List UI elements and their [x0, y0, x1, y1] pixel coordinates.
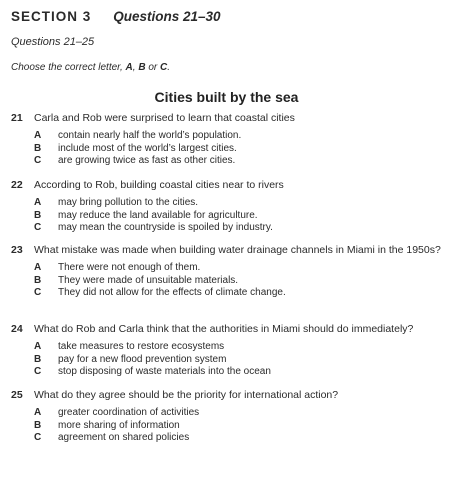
- option-letter: A: [34, 262, 42, 273]
- question-text: What do they agree should be the priority for international action?: [34, 389, 339, 401]
- option-letter: C: [34, 155, 42, 166]
- option-letter: B: [34, 274, 42, 286]
- section-header: [11, 8, 221, 26]
- option-b[interactable]: [11, 420, 441, 433]
- option-b[interactable]: [11, 354, 441, 367]
- question-25: [11, 389, 441, 445]
- option-letter: C: [34, 432, 42, 443]
- question-number: 24: [11, 323, 23, 335]
- option-a[interactable]: [11, 262, 441, 275]
- option-a[interactable]: [11, 407, 441, 420]
- option-text: more sharing of information: [58, 419, 180, 431]
- option-text: greater coordination of activities: [58, 407, 200, 418]
- option-text: pay for a new flood prevention system: [58, 353, 227, 365]
- question-number: 21: [11, 112, 23, 124]
- option-letter: B: [34, 142, 42, 154]
- option-text: stop disposing of waste materials into the ocean: [58, 366, 271, 377]
- option-letter: C: [34, 366, 42, 377]
- option-letter: B: [34, 209, 42, 221]
- question-21: [11, 112, 441, 168]
- option-letter: B: [34, 353, 42, 365]
- option-letter: A: [34, 341, 42, 352]
- option-a[interactable]: [11, 130, 441, 143]
- option-letter: B: [34, 419, 42, 431]
- question-24: [11, 323, 441, 379]
- question-text: According to Rob, building coastal cities near to rivers: [34, 179, 284, 191]
- question-number: 25: [11, 389, 23, 401]
- instruction: Choose the correct letter, A, B or C.: [11, 62, 171, 73]
- question-text: Carla and Rob were surprised to learn that coastal cities: [34, 112, 295, 124]
- option-text: may mean the countryside is spoiled by industry.: [58, 222, 273, 233]
- section-label: SECTION 3: [11, 9, 92, 24]
- question-text: What do Rob and Carla think that the authorities in Miami should do immediately?: [34, 323, 414, 335]
- question-range: Questions 21–30: [113, 9, 221, 24]
- question-text: What mistake was made when building water drainage channels in Miami in the 1950s?: [34, 244, 441, 256]
- option-text: contain nearly half the world’s population.: [58, 130, 242, 141]
- option-letter: C: [34, 287, 42, 298]
- option-b[interactable]: [11, 275, 441, 288]
- option-letter: A: [34, 130, 42, 141]
- option-letter: C: [34, 222, 42, 233]
- passage-title: Cities built by the sea: [154, 89, 299, 105]
- question-23: [11, 244, 441, 300]
- option-text: agreement on shared policies: [58, 432, 190, 443]
- option-c[interactable]: [11, 155, 441, 168]
- option-c[interactable]: [11, 432, 441, 445]
- option-text: They were made of unsuitable materials.: [58, 274, 239, 286]
- question-number: 23: [11, 244, 23, 256]
- option-text: are growing twice as fast as other cities.: [58, 155, 236, 166]
- option-c[interactable]: [11, 222, 441, 235]
- option-text: take measures to restore ecosystems: [58, 341, 225, 352]
- option-letter: A: [34, 197, 42, 208]
- option-text: include most of the world’s largest cities.: [58, 142, 237, 154]
- option-c[interactable]: [11, 287, 441, 300]
- option-b[interactable]: [11, 210, 441, 223]
- option-letter: A: [34, 407, 42, 418]
- option-text: may reduce the land available for agriculture.: [58, 209, 258, 221]
- option-text: They did not allow for the effects of climate change.: [58, 287, 286, 298]
- question-22: [11, 179, 441, 235]
- option-text: may bring pollution to the cities.: [58, 197, 199, 208]
- question-number: 22: [11, 179, 23, 191]
- option-a[interactable]: [11, 197, 441, 210]
- option-text: There were not enough of them.: [58, 262, 201, 273]
- subheading: Questions 21–25: [11, 36, 95, 48]
- option-b[interactable]: [11, 143, 441, 156]
- option-c[interactable]: [11, 366, 441, 379]
- option-a[interactable]: [11, 341, 441, 354]
